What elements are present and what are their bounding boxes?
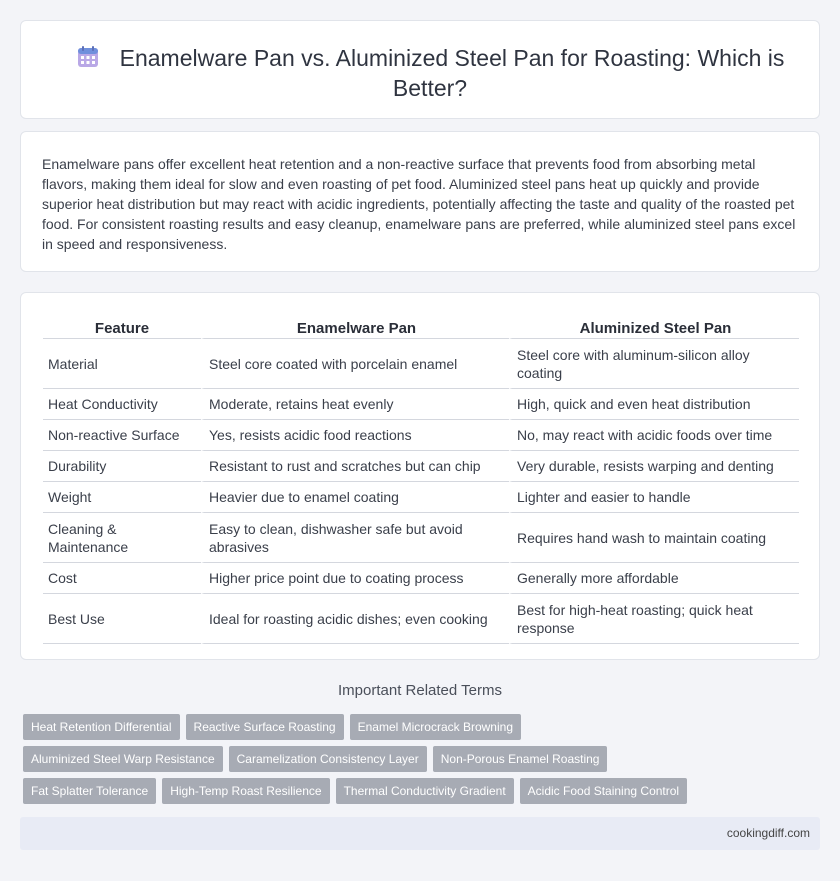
table-row xyxy=(43,482,799,513)
enamelware-cell: Heavier due to enamel coating xyxy=(201,482,509,513)
intro-card xyxy=(20,131,820,272)
aluminized-cell: No, may react with acidic foods over time xyxy=(509,420,799,451)
header-aluminized: Aluminized Steel Pan xyxy=(509,315,799,339)
enamelware-cell: Yes, resists acidic food reactions xyxy=(201,420,509,451)
table-row xyxy=(43,389,799,420)
enamelware-cell: Higher price point due to coating process xyxy=(201,563,509,594)
table-row xyxy=(43,513,799,563)
term-tag[interactable]: Reactive Surface Roasting xyxy=(186,714,344,740)
title-card xyxy=(20,20,820,119)
term-tag[interactable]: Enamel Microcrack Browning xyxy=(350,714,521,740)
comparison-table xyxy=(43,315,799,644)
calendar-grid-icon xyxy=(76,45,100,69)
aluminized-cell: Steel core with aluminum-silicon alloy coating xyxy=(509,339,799,389)
related-terms-title: Important Related Terms xyxy=(338,682,502,699)
aluminized-cell: Requires hand wash to maintain coating xyxy=(509,513,799,563)
feature-cell: Material xyxy=(43,339,201,389)
term-tag[interactable]: Heat Retention Differential xyxy=(23,714,180,740)
footer-site[interactable]: cookingdiff.com xyxy=(726,826,810,840)
intro-paragraph: Enamelware pans offer excellent heat retention and a non-reactive surface that prevents food from absorbing metal flavors, making them ideal for slow and even roasting of pet food. Aluminized steel pans heat up quickly and provide superior heat distribution but may react with acidic ingredients, potentially affecting the taste and quality of the roasted pet food. For consistent roasting results and easy cleanup, enamelware pans are preferred, while aluminized steel pans excel in speed and responsiveness. xyxy=(42,156,796,252)
enamelware-cell: Resistant to rust and scratches but can chip xyxy=(201,451,509,482)
comparison-card xyxy=(20,292,820,660)
table-row xyxy=(43,563,799,594)
feature-cell: Best Use xyxy=(43,594,201,644)
header-enamelware: Enamelware Pan xyxy=(201,315,509,339)
enamelware-cell: Ideal for roasting acidic dishes; even cooking xyxy=(201,594,509,644)
enamelware-cell: Steel core coated with porcelain enamel xyxy=(201,339,509,389)
table-header-row xyxy=(43,315,799,339)
term-tag[interactable]: Caramelization Consistency Layer xyxy=(229,746,427,772)
term-tag[interactable]: Thermal Conductivity Gradient xyxy=(336,778,514,804)
feature-cell: Durability xyxy=(43,451,201,482)
term-tag[interactable]: Fat Splatter Tolerance xyxy=(23,778,156,804)
term-tag[interactable]: High-Temp Roast Resilience xyxy=(162,778,329,804)
table-row xyxy=(43,339,799,389)
page-title-text: Enamelware Pan vs. Aluminized Steel Pan for Roasting: Which is Better? xyxy=(119,45,785,101)
feature-cell: Heat Conductivity xyxy=(43,389,201,420)
feature-cell: Cost xyxy=(43,563,201,594)
feature-cell: Weight xyxy=(43,482,201,513)
feature-cell: Non-reactive Surface xyxy=(43,420,201,451)
enamelware-cell: Moderate, retains heat evenly xyxy=(201,389,509,420)
header-feature: Feature xyxy=(43,315,201,339)
aluminized-cell: Generally more affordable xyxy=(509,563,799,594)
page-title xyxy=(61,43,799,103)
aluminized-cell: Very durable, resists warping and denting xyxy=(509,451,799,482)
enamelware-cell: Easy to clean, dishwasher safe but avoid abrasives xyxy=(201,513,509,563)
term-tag[interactable]: Aluminized Steel Warp Resistance xyxy=(23,746,223,772)
table-row xyxy=(43,594,799,644)
feature-cell: Cleaning & Maintenance xyxy=(43,513,201,563)
table-row xyxy=(43,420,799,451)
term-tag[interactable]: Acidic Food Staining Control xyxy=(520,778,687,804)
related-terms-list xyxy=(23,714,723,804)
title-wrap xyxy=(61,43,799,103)
aluminized-cell: High, quick and even heat distribution xyxy=(509,389,799,420)
aluminized-cell: Best for high-heat roasting; quick heat response xyxy=(509,594,799,644)
table-row xyxy=(43,451,799,482)
footer xyxy=(20,817,820,850)
aluminized-cell: Lighter and easier to handle xyxy=(509,482,799,513)
term-tag[interactable]: Non-Porous Enamel Roasting xyxy=(433,746,608,772)
